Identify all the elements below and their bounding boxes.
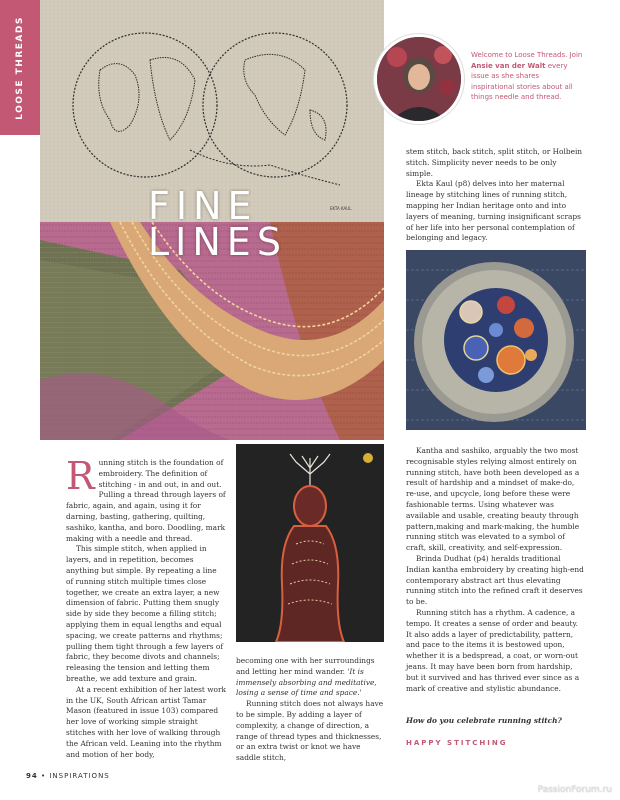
- section-tab-label: LOOSE THREADS: [15, 16, 25, 120]
- intro-rest: every issue as she shares inspirational stories about all things needle and thread.: [471, 61, 573, 101]
- paragraph: [66, 454, 226, 544]
- paragraph: Brinda Dudhat (p4) heralds traditional Indian kantha embroidery by creating high-end contemporary abstract art thus elevating running stitch into the refined craft it deserves to be.: [406, 553, 584, 607]
- page-title: [148, 184, 287, 264]
- signoff: HAPPY STITCHING: [406, 739, 508, 747]
- author-portrait: [374, 34, 464, 124]
- paragraph: At a recent exhibition of her latest work in the UK, South African artist Tamar Mason (featured in issue 103) compared her love of working simple straight stitches with her love of walking through the African veld. Leaning into the rhythm and motion of her body,: [66, 684, 226, 759]
- embroidered-figure-photo: [236, 444, 384, 642]
- body-column-left: [66, 454, 226, 760]
- page-number: 94: [26, 772, 38, 780]
- closing-question: How do you celebrate running stitch?: [406, 716, 562, 725]
- dropcap: R: [66, 454, 95, 498]
- intro-blurb: [471, 50, 583, 103]
- paragraph: Kantha and sashiko, arguably the two most recognisable styles relying almost entirely on running stitch, have both been developed as a result of hardship and a mindset of make-do, re-use, and upcycle, long before these were fashionable terms. Using whatever was available and usable, creating beauty through pattern,making and mark-making, the humble running stitch was elevated to a symbol of craft, skill, creativity, and self-expression.: [406, 446, 580, 553]
- intro-author: Ansie van der Walt: [471, 61, 546, 70]
- paragraph-text: unning stitch is the foundation of embroidery. The definition of stitching - in and out, in and out. Pulling a thread through layers of fabric, again, and again, using it for darning, basting, gathering, quilting, sashiko, kantha, and boro. Doodling, mark making with a needle and thread.: [66, 458, 226, 543]
- watermark: PassionForum.ru: [537, 785, 612, 795]
- magazine-name: INSPIRATIONS: [49, 772, 110, 780]
- hero-artist-signature: EKTA KAUL: [330, 206, 352, 211]
- hero-artwork: [40, 0, 384, 440]
- body-column-right-top: [406, 147, 584, 244]
- intro-line1: Welcome to Loose Threads.: [471, 51, 568, 59]
- kantha-bowl-photo: [406, 250, 586, 430]
- footer-separator: •: [40, 772, 47, 780]
- paragraph: Running stitch has a rhythm. A cadence, a tempo. It creates a sense of order and beauty. It also adds a layer of predictability, pattern, and pace to the items it is bestowed upon, whether it is a bedspread, a coat, or worn-out jeans. It may have been born from hardship, but it survived and has thrived ever since as a mark of creative and stylistic abundance.: [406, 607, 580, 693]
- pull-quote: 'It is immensely absorbing and meditative, losing a sense of time and space.': [236, 666, 377, 698]
- body-column-middle: [236, 656, 386, 764]
- intro-join: Join: [569, 51, 583, 59]
- embroidered-figure-image: [236, 444, 384, 642]
- page-footer: [26, 772, 110, 780]
- paragraph-text: becoming one with her surroundings and letting her mind wander.: [236, 656, 375, 676]
- author-portrait-image: [377, 37, 461, 121]
- paragraph: Running stitch does not always have to be simple. By adding a layer of complexity, a change of direction, a range of thread types and thicknesses, or an extra twist or knot we have saddle stitch,: [236, 699, 384, 763]
- paragraph: This simple stitch, when applied in layers, and in repetition, becomes anything but simple. By repeating a line of running stitch multiple times close together, we create an extra layer, a new dimension of fabric. Putting them snugly side by side they become a filling stitch; applying them in equal lengths and equal spacing, we create patterns and rhythms; pulling them tight through a few layers of fabric, they become divots and channels; releasing the tension and letting them breathe, we add texture and grain.: [66, 544, 224, 683]
- section-tab: [0, 0, 40, 135]
- page-title-line1: FINE: [148, 184, 258, 228]
- paragraph: Ekta Kaul (p8) delves into her maternal lineage by stitching lines of running stitch, mapping her Indian heritage onto and into layers of meaning, turning insignificant scraps of her life into her personal contemplation of belonging and legacy.: [406, 179, 581, 243]
- paragraph: stem stitch, back stitch, split stitch, or Holbein stitch. Simplicity never needs to be only simple.: [406, 147, 583, 178]
- page-title-line2: LINES: [148, 220, 287, 264]
- paragraph: [236, 656, 386, 699]
- kantha-bowl-image: [406, 250, 586, 430]
- body-column-right-bottom: [406, 446, 586, 694]
